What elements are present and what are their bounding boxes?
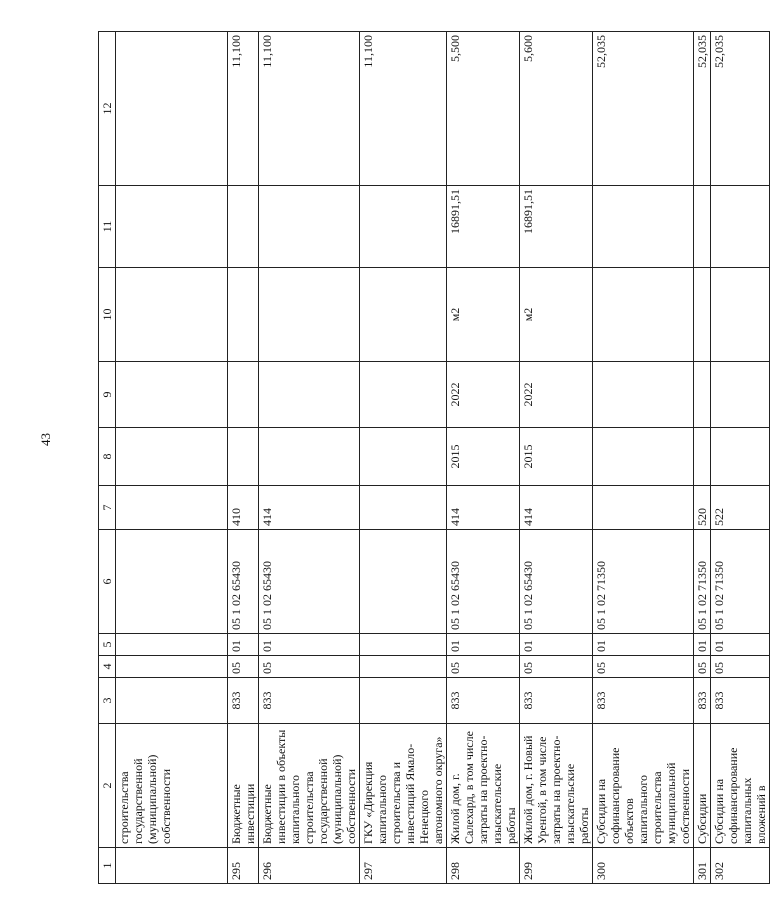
table-row	[360, 32, 447, 884]
table-cell: 833	[593, 678, 694, 724]
table-cell: 01	[259, 634, 360, 656]
table-cell	[360, 428, 447, 486]
table-cell	[259, 268, 360, 362]
table-cell	[593, 268, 694, 362]
table-cell: 05	[593, 656, 694, 678]
row-number-cell: 297	[360, 848, 447, 884]
table-cell: 522	[711, 486, 770, 530]
column-header: 11	[99, 186, 116, 268]
item-name-cell: Бюджетные инвестиции	[228, 724, 259, 848]
table-cell: 01	[228, 634, 259, 656]
amount-cell: 5,600	[520, 32, 593, 186]
column-header: 7	[99, 486, 116, 530]
table-cell: м2	[447, 268, 520, 362]
table-cell	[593, 362, 694, 428]
table-cell	[360, 634, 447, 656]
table-row	[711, 32, 770, 884]
amount-cell: 52,035	[593, 32, 694, 186]
table-cell	[228, 362, 259, 428]
table-row	[228, 32, 259, 884]
table-cell: 833	[520, 678, 593, 724]
column-header: 10	[99, 268, 116, 362]
row-number-cell	[116, 848, 228, 884]
amount-cell: 52,035	[694, 32, 711, 186]
table-cell: 833	[259, 678, 360, 724]
table-cell: 05	[711, 656, 770, 678]
column-header: 2	[99, 724, 116, 848]
row-number-cell: 299	[520, 848, 593, 884]
table-cell	[694, 428, 711, 486]
table-cell: 2022	[520, 362, 593, 428]
table-cell	[259, 362, 360, 428]
table-cell	[360, 486, 447, 530]
row-number-cell: 301	[694, 848, 711, 884]
table-cell	[711, 186, 770, 268]
table-cell: 01	[447, 634, 520, 656]
table-cell: 05	[447, 656, 520, 678]
table-row	[259, 32, 360, 884]
table-cell	[711, 362, 770, 428]
table-cell: 833	[228, 678, 259, 724]
table-cell	[694, 186, 711, 268]
table-cell	[228, 268, 259, 362]
table-cell	[711, 268, 770, 362]
table-cell	[711, 428, 770, 486]
table-cell	[116, 678, 228, 724]
table-cell	[360, 530, 447, 634]
table-cell: 833	[694, 678, 711, 724]
table-cell: 05 1 02 65430	[259, 530, 360, 634]
table-cell	[116, 268, 228, 362]
table-cell	[116, 634, 228, 656]
item-name-cell: ГКУ «Дирекция капитального строительства и инвестиций Ямало-Ненецкого автономного округа»	[360, 724, 447, 848]
column-header: 8	[99, 428, 116, 486]
table-cell: 05 1 02 71350	[711, 530, 770, 634]
table-cell: 2015	[520, 428, 593, 486]
budget-table-page	[98, 32, 768, 884]
table-cell: 01	[694, 634, 711, 656]
table-row	[694, 32, 711, 884]
row-number-cell: 298	[447, 848, 520, 884]
item-name-cell: Жилой дом, г. Салехард, в том числе затраты на проектно-изыскательские работы	[447, 724, 520, 848]
table-cell	[259, 428, 360, 486]
page-number: 43	[38, 433, 53, 446]
table-row	[520, 32, 593, 884]
table-cell	[360, 362, 447, 428]
column-header: 3	[99, 678, 116, 724]
table-row	[447, 32, 520, 884]
table-cell: 01	[711, 634, 770, 656]
item-name-cell: Жилой дом, г. Новый Уренгой, в том числе затраты на проектно-изыскательские работы	[520, 724, 593, 848]
column-header: 1	[99, 848, 116, 884]
table-cell: 2022	[447, 362, 520, 428]
column-header: 4	[99, 656, 116, 678]
row-number-cell: 295	[228, 848, 259, 884]
table-cell	[360, 186, 447, 268]
amount-cell: 11,100	[228, 32, 259, 186]
table-cell	[360, 656, 447, 678]
column-header: 6	[99, 530, 116, 634]
table-cell	[259, 186, 360, 268]
table-cell	[360, 268, 447, 362]
table-cell: 414	[520, 486, 593, 530]
table-cell: 2015	[447, 428, 520, 486]
table-cell: 05 1 02 71350	[694, 530, 711, 634]
table-cell: 01	[520, 634, 593, 656]
table-row	[116, 32, 228, 884]
table-cell	[228, 186, 259, 268]
table-cell: 05	[520, 656, 593, 678]
table-cell: 05	[259, 656, 360, 678]
table-cell	[593, 428, 694, 486]
row-number-cell: 302	[711, 848, 770, 884]
table-cell: 414	[259, 486, 360, 530]
table-cell: 16891,51	[520, 186, 593, 268]
table-cell: м2	[520, 268, 593, 362]
amount-cell: 11,100	[259, 32, 360, 186]
table-cell: 05 1 02 65430	[520, 530, 593, 634]
amount-cell: 5,500	[447, 32, 520, 186]
table-cell	[116, 186, 228, 268]
table-cell: 01	[593, 634, 694, 656]
table-cell: 05	[228, 656, 259, 678]
table-cell: 16891,51	[447, 186, 520, 268]
column-header: 9	[99, 362, 116, 428]
table-row	[593, 32, 694, 884]
table-cell	[116, 656, 228, 678]
row-number-cell: 300	[593, 848, 694, 884]
item-name-cell: строительства государственной (муниципальной) собственности	[116, 724, 228, 848]
table-cell	[694, 268, 711, 362]
header-row	[99, 32, 116, 884]
table-cell	[360, 678, 447, 724]
row-number-cell: 296	[259, 848, 360, 884]
table-cell: 414	[447, 486, 520, 530]
table-cell: 520	[694, 486, 711, 530]
amount-cell: 11,100	[360, 32, 447, 186]
table-cell: 05 1 02 65430	[447, 530, 520, 634]
table-cell	[116, 530, 228, 634]
table-cell: 410	[228, 486, 259, 530]
amount-cell	[116, 32, 228, 186]
table-cell: 833	[447, 678, 520, 724]
table-cell: 05 1 02 71350	[593, 530, 694, 634]
item-name-cell: Субсидии на софинансирование объектов капитального строительства муниципальной собственности	[593, 724, 694, 848]
table-cell: 833	[711, 678, 770, 724]
budget-table	[98, 31, 770, 884]
table-cell	[116, 362, 228, 428]
table-cell	[228, 428, 259, 486]
table-cell	[593, 486, 694, 530]
item-name-cell: Субсидии на софинансирование капитальных вложений в	[711, 724, 770, 848]
table-cell: 05	[694, 656, 711, 678]
amount-cell: 52,035	[711, 32, 770, 186]
column-header: 12	[99, 32, 116, 186]
table-cell	[116, 486, 228, 530]
item-name-cell: Бюджетные инвестиции в объекты капитального строительства государственной (муниципальной) собственности	[259, 724, 360, 848]
table-cell	[694, 362, 711, 428]
table-cell	[116, 428, 228, 486]
item-name-cell: Субсидии	[694, 724, 711, 848]
table-cell	[593, 186, 694, 268]
table-cell: 05 1 02 65430	[228, 530, 259, 634]
column-header: 5	[99, 634, 116, 656]
